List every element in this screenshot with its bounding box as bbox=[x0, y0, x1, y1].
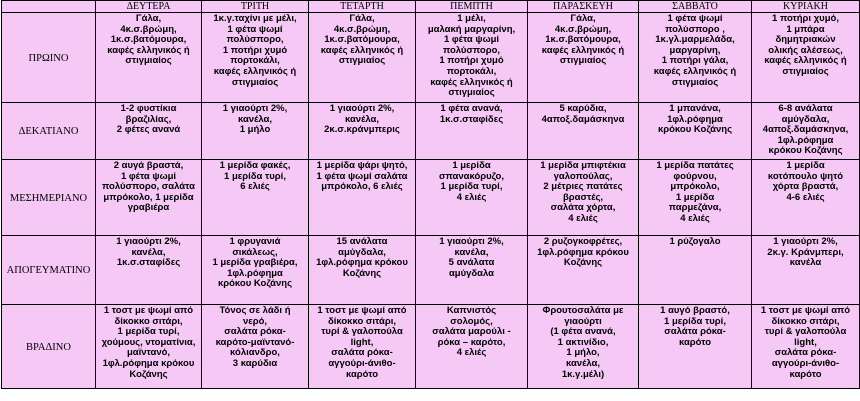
meal-cell bbox=[639, 305, 752, 389]
meal-cell bbox=[639, 160, 752, 236]
meal-cell bbox=[752, 13, 860, 103]
meal-cell bbox=[416, 13, 528, 103]
meal-cell-text: 2 ρυζογκοφρέτες, 1φλ.ρόφημα κρόκου Κοζάνης bbox=[537, 236, 629, 269]
meal-cell bbox=[752, 160, 860, 236]
meal-cell bbox=[96, 103, 202, 160]
meal-cell bbox=[309, 103, 416, 160]
meal-label-lunch: ΜΕΣΗΜΕΡΙΑΝΟ bbox=[2, 160, 96, 236]
meal-cell-text: 2 αυγά βραστά, 1 φέτα ψωμί πολύσπορο, σαλάτα μπρόκολο, 1 μερίδα γραβιέρα bbox=[102, 160, 195, 214]
meal-cell-text: 15 ανάλατα αμύγδαλα, 1φλ.ρόφημα κρόκου Κοζάνης bbox=[316, 236, 408, 279]
header-row bbox=[2, 1, 860, 13]
meal-cell bbox=[416, 160, 528, 236]
meal-label-afternoon-snack: ΑΠΟΓΕΥΜΑΤΙΝΟ bbox=[2, 236, 96, 305]
meal-cell-text: 1 ρύζογαλο bbox=[669, 236, 721, 247]
table-row-morning-snack bbox=[2, 103, 860, 160]
meal-cell-text: 1 γιαούρτι 2%, κανέλα, 2κ.σ.κράνμπερις bbox=[324, 103, 400, 136]
meal-cell bbox=[752, 103, 860, 160]
meal-cell-text: 1 μερίδα μπιφτέκια γαλοπούλας, 2 μέτριες πατάτες βραστές, σαλάτα χόρτα, 4 ελιές bbox=[540, 160, 626, 224]
meal-cell-text: 1 φρυγανιά σικάλεως, 1 μερίδα γραβιέρα, 1φλ.ρόφημα κρόκου Κοζάνης bbox=[212, 236, 298, 290]
meal-cell-text: 1 γιαούρτι 2%, 2κ.γ. Κράνμπερι, κανέλα bbox=[767, 236, 844, 269]
day-header-saturday: ΣΑΒΒΑΤΟ bbox=[639, 1, 752, 13]
meal-cell-text: 1κ.γ.ταχίνι με μέλι, 1 φέτα ψωμί πολύσπορο, 1 ποτήρι χυμό πορτοκάλι, καφές ελληνικός ή στιγμιαίος bbox=[213, 13, 297, 88]
meal-cell bbox=[416, 103, 528, 160]
day-header-tuesday: ΤΡΙΤΗ bbox=[202, 1, 309, 13]
meal-label-breakfast: ΠΡΩΙΝΟ bbox=[2, 13, 96, 103]
meal-label-morning-snack: ΔΕΚΑΤΙΑΝΟ bbox=[2, 103, 96, 160]
meal-cell-text: 1 ποτήρι χυμό, 1 μπάρα δημητριακών ολικής αλέσεως, καφές ελληνικός ή στιγμιαίος bbox=[764, 13, 847, 77]
table-row-afternoon-snack bbox=[2, 236, 860, 305]
meal-cell bbox=[202, 305, 309, 389]
meal-cell bbox=[416, 236, 528, 305]
meal-cell bbox=[752, 236, 860, 305]
table-row-breakfast bbox=[2, 13, 860, 103]
meal-cell bbox=[202, 160, 309, 236]
meal-cell-text: 1 τοστ με ψωμί από δίκοκκο σιτάρι, τυρί & γαλοπούλα light, σαλάτα ρόκα- αγγούρι-άνιθο- καρότο bbox=[317, 305, 407, 380]
meal-cell-text: 1 τοστ με ψωμί από δίκοκκο σιτάρι, τυρί & γαλοπούλα light, σαλάτα ρόκα- αγγούρι-άνιθο- καρότο bbox=[760, 305, 851, 380]
meal-cell-text: Φρουτοσαλάτα με γιαούρτι (1 φέτα ανανά, 1 ακτινίδιο, 1 μήλο, κανέλα, 1κ.γ.μέλι) bbox=[542, 305, 624, 380]
day-header-thursday: ΠΕΜΠΤΗ bbox=[416, 1, 528, 13]
meal-cell bbox=[96, 160, 202, 236]
meal-cell bbox=[309, 236, 416, 305]
meal-cell bbox=[309, 305, 416, 389]
meal-cell-text: 1 φέτα ανανά, 1κ.σ.σταφίδες bbox=[439, 103, 504, 125]
meal-cell-text: 1 τοστ με ψωμί από δίκοκκο σιτάρι, 1 μερίδα τυρί, χούμους, ντοματίνια, μαϊντανό, 1φλ.ρόφημα κρόκου Κοζάνης bbox=[101, 305, 196, 380]
meal-cell bbox=[639, 103, 752, 160]
meal-cell-text: 1 μερίδα πατάτες φούρνου, μπρόκολο, 1 μερίδα παρμεζάνα, 4 ελιές bbox=[656, 160, 734, 224]
meal-cell-text: 1 γιαούρτι 2%, κανέλα, 1κ.σ.σταφίδες bbox=[116, 236, 181, 269]
meal-cell-text: Γάλα, 4κ.σ.βρώμη, 1κ.σ.βατόμουρα, καφές ελληνικός ή στιγμιαίος bbox=[320, 13, 404, 67]
meal-cell bbox=[96, 305, 202, 389]
meal-cell-text: 1 γιαούρτι 2%, κανέλα, 1 μήλο bbox=[222, 103, 288, 136]
meal-cell-text: Τόνος σε λάδι ή νερό, σαλάτα ρόκα- καρότο-μαϊντανό- κόλιανδρο, 3 καρύδια bbox=[215, 305, 295, 369]
meal-cell-text: 1 φέτα ψωμί πολύσπορο , 1κ.γλ.μαρμελάδα, μαργαρίνη, 1 ποτήρι γάλα, καφές ελληνικός ή στιγμιαίος bbox=[653, 13, 737, 88]
meal-cell-text: 1 αυγό βραστό, 1 μερίδα τυρί, σαλάτα ρόκα- καρότο bbox=[660, 305, 730, 348]
day-header-wednesday: ΤΕΤΑΡΤΗ bbox=[309, 1, 416, 13]
meal-cell-text: 6-8 ανάλατα αμύγδαλα, 4αποξ.δαμάσκηνα, 1φλ.ρόφημα κρόκου Κοζάνης bbox=[762, 103, 849, 157]
meal-cell-text: 1 μερίδα κοτόπουλο ψητό χόρτα βραστά, 4-6 ελιές bbox=[767, 160, 844, 203]
table-row-dinner bbox=[2, 305, 860, 389]
meal-cell bbox=[309, 13, 416, 103]
meal-cell bbox=[202, 103, 309, 160]
meal-cell bbox=[202, 236, 309, 305]
meal-cell-text: 1 μπανάνα, 1φλ.ρόφημα κρόκου Κοζάνης bbox=[657, 103, 733, 136]
meal-cell bbox=[528, 103, 639, 160]
meal-cell bbox=[528, 160, 639, 236]
meal-cell bbox=[528, 305, 639, 389]
meal-cell bbox=[528, 236, 639, 305]
meal-cell bbox=[96, 13, 202, 103]
meal-cell bbox=[639, 13, 752, 103]
table-row-lunch bbox=[2, 160, 860, 236]
meal-cell bbox=[416, 305, 528, 389]
meal-cell-text: 1 μερίδα ψάρι ψητό, 1 φέτα ψωμί σαλάτα μπρόκολο, 6 ελιές bbox=[316, 160, 408, 193]
meal-cell-text: 1 μέλι, μαλακή μαργαρίνη, 1 φέτα ψωμί πολύσπορο, 1 ποτήρι χυμό πορτοκάλι, καφές ελληνικός ή στιγμιαίος bbox=[427, 13, 516, 99]
meal-cell bbox=[202, 13, 309, 103]
meal-cell bbox=[96, 236, 202, 305]
meal-cell-text: 1-2 φυστίκια βραζιλίας, 2 φέτες ανανά bbox=[116, 103, 181, 136]
meal-cell-text: 5 καρύδια, 4αποξ.δαμάσκηνα bbox=[541, 103, 625, 125]
meal-cell bbox=[528, 13, 639, 103]
meal-cell-text: Καπνιστός σολομός, σαλάτα μαρούλι - ρόκα – καρότο, 4 ελιές bbox=[432, 305, 511, 359]
meal-cell-text: 1 μερίδα σπανακόρυζο, 1 μερίδα τυρί, 4 ελιές bbox=[439, 160, 504, 203]
meal-cell-text: Γάλα, 4κ.σ.βρώμη, 1κ.σ.βατόμουρα, καφές ελληνικός ή στιγμιαίος bbox=[107, 13, 190, 67]
weekly-meal-plan-table bbox=[1, 0, 860, 389]
corner-cell bbox=[2, 1, 96, 13]
meal-cell-text: Γάλα, 4κ.σ.βρώμη, 1κ.σ.βατόμουρα, καφές ελληνικός ή στιγμιαίος bbox=[541, 13, 625, 67]
meal-cell bbox=[639, 236, 752, 305]
meal-cell-text: 1 μερίδα φακές, 1 μερίδα τυρί, 6 ελιές bbox=[219, 160, 291, 193]
meal-label-dinner: ΒΡΑΔΙΝΟ bbox=[2, 305, 96, 389]
meal-cell bbox=[752, 305, 860, 389]
day-header-friday: ΠΑΡΑΣΚΕΥΗ bbox=[528, 1, 639, 13]
day-header-sunday: ΚΥΡΙΑΚΗ bbox=[752, 1, 860, 13]
meal-cell-text: 1 γιαούρτι 2%, κανέλα, 5 ανάλατα αμύγδαλα bbox=[439, 236, 504, 279]
meal-cell bbox=[309, 160, 416, 236]
day-header-monday: ΔΕΥΤΕΡΑ bbox=[96, 1, 202, 13]
